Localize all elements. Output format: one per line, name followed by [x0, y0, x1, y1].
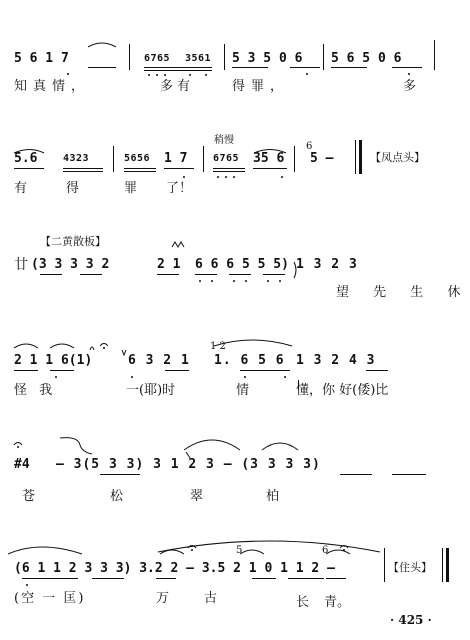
underline — [164, 168, 194, 169]
barline — [384, 548, 385, 582]
underline — [88, 67, 116, 68]
underline — [50, 370, 74, 371]
line1-lyric-a: 知真情， — [14, 79, 91, 94]
octave-dot — [67, 73, 69, 75]
line6-notes: (6 1 1 2 3 3 3) 3.2 2 – 3.5 2 1 0 1 1 2 – — [14, 561, 335, 576]
underline — [92, 578, 124, 579]
line6-lyric-d: 长 — [296, 595, 310, 610]
line3-notes-a: (3 3 3 3 2 — [31, 257, 110, 272]
line1-lyric-c: 得罪， — [232, 79, 290, 94]
underline — [14, 168, 44, 169]
line5-lyric-a: 苍 — [22, 489, 36, 504]
octave-dot — [183, 176, 185, 178]
underline — [392, 474, 426, 475]
section-label: 【凤点头】 — [370, 151, 425, 164]
line4-notes-c: 1. 6 5 6 — [214, 353, 285, 368]
line1-measure4: 5 6 5 0 6 — [331, 51, 402, 66]
underline — [340, 474, 372, 475]
underline — [263, 274, 285, 275]
line1-measure3: 5 3 5 0 6 — [232, 51, 303, 66]
underline — [63, 168, 103, 169]
slur — [14, 344, 38, 348]
line5-lyric-c: 翠 — [190, 489, 204, 504]
underline — [165, 370, 189, 371]
slur — [90, 347, 94, 350]
grace-note: 5 — [236, 545, 243, 556]
slur — [8, 547, 82, 554]
slur — [326, 550, 350, 554]
octave-dot — [205, 74, 207, 76]
final-barline — [446, 548, 449, 582]
underline — [392, 67, 422, 68]
octave-dot — [26, 584, 28, 586]
underline — [100, 474, 140, 475]
underline — [290, 67, 320, 68]
line6-lyric-e: 青。 — [324, 595, 351, 610]
line6-lyric-c: 古 — [204, 591, 218, 606]
line4-notes-d: 1 3 2 4 3 — [296, 353, 376, 368]
line3-notes-c: 6 6 6 5 5 5) — [195, 257, 289, 272]
fermata — [100, 344, 108, 347]
slur — [160, 550, 184, 554]
octave-dot — [279, 280, 281, 282]
line2-measure2a: 5656 — [124, 153, 151, 164]
line5-key: #4 — [14, 457, 30, 472]
line4-lyric-b: 一(耶)时 — [126, 383, 176, 398]
line5-notes: – 3(5 3 3) 3 1 2 3 – (3 3 3 3) — [56, 457, 321, 472]
underline — [213, 171, 245, 172]
slur — [240, 550, 264, 554]
underline — [232, 67, 268, 68]
section-label: 【住头】 — [388, 561, 432, 574]
line4-lyric-d: 懂，你 好(倭)比 — [296, 383, 389, 398]
underline — [331, 67, 367, 68]
grace-notes: 1 2 — [210, 341, 226, 352]
line2-lyric-d: 了！ — [166, 181, 193, 196]
barline — [434, 40, 435, 70]
underline — [195, 274, 217, 275]
line1-measure1: 5 6 1 7 — [14, 51, 69, 66]
slur — [60, 438, 92, 454]
line2-measure2b: 1 7 — [164, 151, 188, 166]
underline — [288, 578, 324, 579]
barline — [129, 44, 130, 70]
octave-dot — [211, 280, 213, 282]
octave-dot — [233, 176, 235, 178]
tempo-mark: 稍慢 — [214, 135, 234, 146]
octave-dot — [225, 176, 227, 178]
trill-mark — [172, 242, 184, 247]
line5-lyric-d: 柏 — [266, 489, 280, 504]
barline — [203, 146, 204, 172]
underline — [80, 274, 102, 275]
underline — [124, 168, 156, 169]
underline — [213, 168, 245, 169]
underline — [326, 578, 346, 579]
underline — [144, 70, 212, 71]
octave-dot — [267, 280, 269, 282]
line4-notes-a: 2 1 1 6(1) — [14, 353, 93, 368]
line6-lyric-b: 万 — [156, 591, 170, 606]
underline — [40, 274, 62, 275]
barline — [442, 548, 443, 582]
octave-dot — [55, 376, 57, 378]
section-label: 【二黄散板】 — [40, 235, 106, 248]
underline — [124, 171, 156, 172]
octave-dot — [233, 280, 235, 282]
fermata — [14, 443, 22, 446]
barline — [224, 44, 225, 70]
slur — [50, 344, 74, 348]
underline — [14, 370, 38, 371]
octave-dot — [164, 74, 166, 76]
line3-notes-d: 1 3 2 3 — [296, 257, 358, 272]
octave-dot — [189, 74, 191, 76]
grace-note: 6 — [306, 141, 313, 152]
line1-measure2b: 3561 — [185, 53, 212, 64]
slur — [262, 443, 298, 450]
fermata — [188, 546, 196, 549]
line1-measure2a: 6765 — [144, 53, 171, 64]
octave-dot — [156, 74, 158, 76]
page-number: · 425 · — [390, 613, 432, 627]
underline — [156, 578, 176, 579]
line6-lyric-a: (空 一 匡) — [14, 591, 86, 606]
octave-dot — [244, 376, 246, 378]
line2-measure4: 5 – — [310, 151, 334, 166]
line4-notes-b: 6 3 2 1 — [128, 353, 190, 368]
octave-dot — [408, 73, 410, 75]
underline — [229, 274, 251, 275]
underline — [144, 67, 212, 68]
line3-lyric: 望 先 生 休 — [336, 285, 470, 300]
line2-measure1a: 5.6 — [14, 151, 38, 166]
meter-prefix: 廿 — [14, 257, 28, 273]
barline — [355, 140, 356, 174]
line4-lyric-a: 怪 我 — [14, 383, 57, 398]
underline — [63, 171, 103, 172]
underline — [252, 578, 276, 579]
slur — [158, 541, 380, 552]
line3-notes-b: 2 1 — [157, 257, 181, 272]
underline — [157, 274, 179, 275]
final-barline — [359, 140, 362, 174]
underline — [22, 578, 78, 579]
underline — [240, 370, 290, 371]
line4-lyric-c: 情 — [236, 383, 250, 398]
line2-measure1b: 4323 — [63, 153, 90, 164]
barline — [323, 44, 324, 70]
octave-dot — [131, 376, 133, 378]
octave-dot — [306, 73, 308, 75]
barline — [294, 146, 295, 172]
octave-dot — [284, 376, 286, 378]
line2-lyric-c: 罪 — [124, 181, 138, 196]
barline — [113, 146, 114, 172]
line2-measure3b: 35 6 — [253, 151, 285, 166]
breath-mark — [122, 350, 126, 355]
line1-lyric-d: 多 — [403, 79, 417, 94]
underline — [366, 370, 388, 371]
octave-dot — [199, 280, 201, 282]
line2-lyric-a: 有 — [14, 181, 28, 196]
octave-dot — [281, 176, 283, 178]
octave-dot — [245, 280, 247, 282]
slur — [88, 43, 116, 47]
fermata — [340, 546, 348, 549]
grace-note: 6 — [322, 545, 329, 556]
octave-dot — [217, 176, 219, 178]
line1-lyric-b: 多有 — [160, 79, 195, 94]
octave-dot — [148, 74, 150, 76]
line2-lyric-b: 得 — [66, 181, 80, 196]
underline — [253, 168, 287, 169]
slur — [184, 440, 240, 450]
line2-measure3a: 6765 — [213, 153, 240, 164]
line5-lyric-b: 松 — [110, 489, 124, 504]
